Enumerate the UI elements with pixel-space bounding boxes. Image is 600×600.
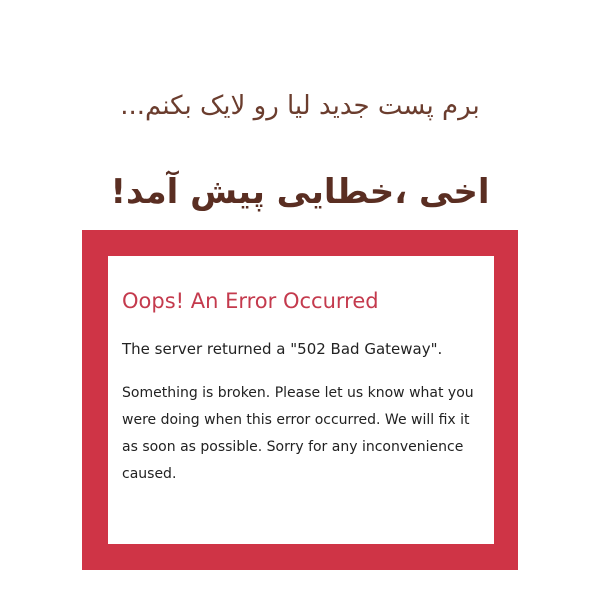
persian-caption: برم پست جدید لیا رو لایک بکنم...: [120, 91, 480, 121]
error-title: Oops! An Error Occurred: [122, 289, 379, 313]
error-description: Something is broken. Please let us know what you were doing when this error occurred. We will fix it as soon as possible. Sorry for any inconvenience caused.: [122, 385, 474, 482]
error-frame: [82, 230, 518, 570]
persian-headline: اخی ،خطایی پیش آمد!: [110, 172, 490, 212]
server-message: The server returned a "502 Bad Gateway".: [122, 340, 443, 358]
error-card: [108, 256, 494, 544]
